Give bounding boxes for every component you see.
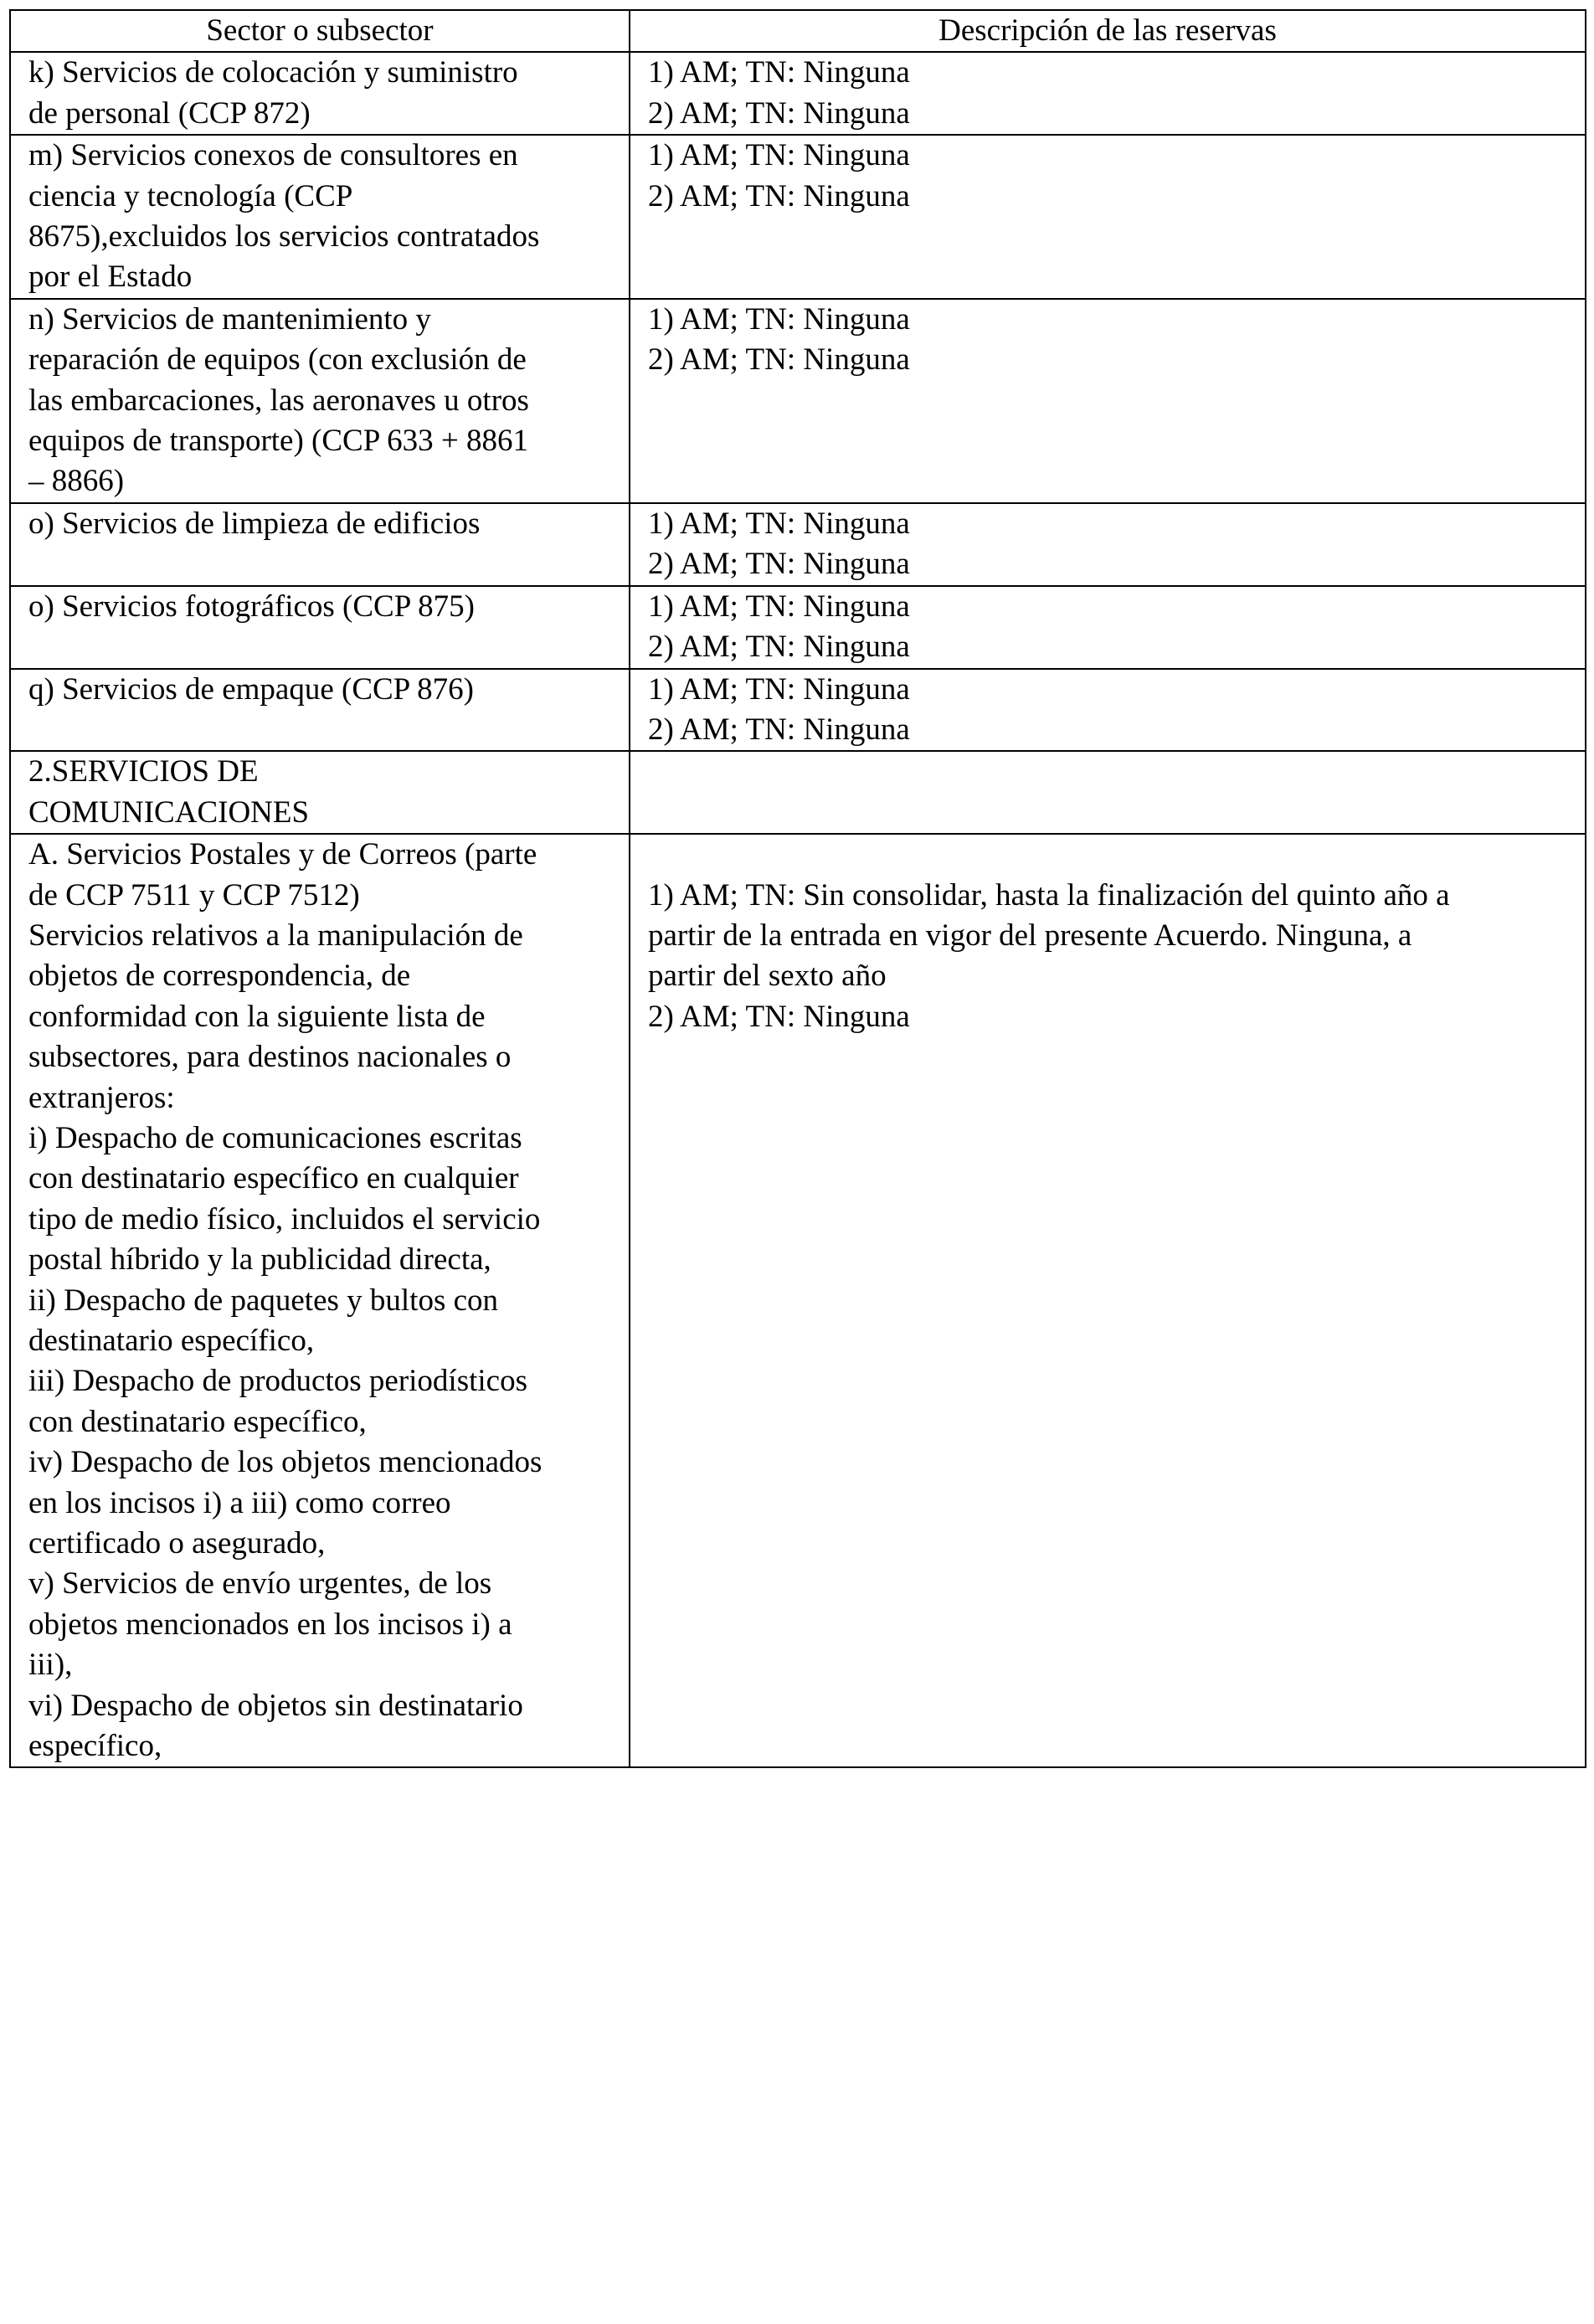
column-header-description: Descripción de las reservas (630, 10, 1586, 52)
description-text-line: 1) AM; TN: Ninguna (648, 589, 910, 624)
sector-text-line: objetos de correspondencia, de (28, 959, 411, 994)
sector-cell (10, 586, 630, 669)
description-cell (630, 135, 1586, 299)
sector-text-line: postal híbrido y la publicidad directa, (28, 1242, 491, 1278)
sector-text-line: i) Despacho de comunicaciones escritas (28, 1120, 522, 1155)
description-cell (630, 751, 1586, 834)
description-text-line: 1) AM; TN: Ninguna (648, 301, 910, 337)
table-header-row (10, 10, 1586, 52)
sector-cell (10, 503, 630, 586)
column-header-sector: Sector o subsector (10, 10, 630, 52)
sector-cell (10, 834, 630, 1767)
description-text-line: 2) AM; TN: Ninguna (648, 630, 910, 665)
sector-text-line: conformidad con la siguiente lista de (28, 999, 486, 1034)
sector-text-line: por el Estado (28, 260, 193, 295)
sector-text-line: o) Servicios de limpieza de edificios (28, 506, 481, 541)
table-row (10, 52, 1586, 135)
description-cell (630, 52, 1586, 135)
description-text-line: partir de la entrada en vigor del presente Acuerdo. Ninguna, a (648, 918, 1412, 953)
table-row (10, 669, 1586, 752)
description-cell (630, 586, 1586, 669)
description-text-line: 1) AM; TN: Ninguna (648, 138, 910, 173)
sector-text-line: iii), (28, 1648, 73, 1683)
description-cell (630, 669, 1586, 752)
sector-cell (10, 299, 630, 503)
description-text-line: 1) AM; TN: Sin consolidar, hasta la finalización del quinto año a (648, 877, 1450, 913)
sector-cell (10, 52, 630, 135)
table-row (10, 135, 1586, 299)
description-text-line: partir del sexto año (648, 959, 887, 994)
sector-text-line: ii) Despacho de paquetes y bultos con (28, 1283, 499, 1318)
description-text-line (648, 835, 1578, 875)
sector-text-line: con destinatario específico en cualquier (28, 1161, 519, 1196)
sector-text-line: o) Servicios fotográficos (CCP 875) (28, 589, 475, 624)
sector-text-line: de personal (CCP 872) (28, 95, 311, 131)
description-text-line: 1) AM; TN: Ninguna (648, 506, 910, 541)
sector-text-line: destinatario específico, (28, 1324, 315, 1358)
description-text-line: 1) AM; TN: Ninguna (648, 55, 910, 90)
sector-text-line: con destinatario específico, (28, 1404, 367, 1439)
description-cell (630, 299, 1586, 503)
sector-text-line: 2.SERVICIOS DE (28, 754, 259, 789)
description-text-line: 2) AM; TN: Ninguna (648, 178, 910, 213)
sector-text-line: A. Servicios Postales y de Correos (parte (28, 837, 537, 872)
table-row (10, 503, 1586, 586)
description-text-line: 2) AM; TN: Ninguna (648, 95, 910, 131)
table-body (10, 52, 1586, 1767)
sector-text-line: 8675),excluidos los servicios contratados (28, 219, 540, 255)
sector-text-line: v) Servicios de envío urgentes, de los (28, 1566, 492, 1602)
sector-cell (10, 751, 630, 834)
sector-text-line: Servicios relativos a la manipulación de (28, 918, 523, 953)
sector-text-line: certificado o asegurado, (28, 1526, 326, 1561)
description-text-line: 2) AM; TN: Ninguna (648, 547, 910, 582)
table-row (10, 751, 1586, 834)
sector-text-line: de CCP 7511 y CCP 7512) (28, 877, 360, 913)
sector-text-line: q) Servicios de empaque (CCP 876) (28, 671, 474, 707)
sector-text-line: equipos de transporte) (CCP 633 + 8861 (28, 424, 529, 459)
sector-cell (10, 669, 630, 752)
table-row (10, 834, 1586, 1767)
sector-text-line: tipo de medio físico, incluidos el servicio (28, 1201, 541, 1237)
description-cell (630, 834, 1586, 1767)
sector-text-line: extranjeros: (28, 1080, 175, 1115)
description-text-line: 2) AM; TN: Ninguna (648, 712, 910, 747)
sector-text-line: – 8866) (28, 464, 125, 499)
sector-text-line: iii) Despacho de productos periodísticos (28, 1364, 527, 1399)
sector-text-line: subsectores, para destinos nacionales o (28, 1040, 512, 1075)
description-text-line: 1) AM; TN: Ninguna (648, 671, 910, 707)
table-row (10, 586, 1586, 669)
sector-text-line: objetos mencionados en los incisos i) a (28, 1607, 512, 1642)
description-text-line: 2) AM; TN: Ninguna (648, 342, 910, 378)
sector-text-line: COMUNICACIONES (28, 794, 310, 830)
sector-text-line: las embarcaciones, las aeronaves u otros (28, 383, 529, 418)
sector-cell (10, 135, 630, 299)
sector-text-line: m) Servicios conexos de consultores en (28, 138, 518, 173)
sector-text-line: reparación de equipos (con exclusión de (28, 342, 527, 378)
sector-text-line: n) Servicios de mantenimiento y (28, 301, 431, 337)
sector-text-line: vi) Despacho de objetos sin destinatario (28, 1688, 523, 1723)
description-text-line: 2) AM; TN: Ninguna (648, 999, 910, 1034)
table-row (10, 299, 1586, 503)
sector-text-line: en los incisos i) a iii) como correo (28, 1485, 451, 1520)
sector-text-line: k) Servicios de colocación y suministro (28, 55, 518, 90)
sector-text-line: ciencia y tecnología (CCP (28, 178, 353, 213)
sector-text-line: específico, (28, 1729, 162, 1764)
sector-text-line: iv) Despacho de los objetos mencionados (28, 1445, 542, 1480)
reservations-table (9, 9, 1586, 1768)
description-cell (630, 503, 1586, 586)
